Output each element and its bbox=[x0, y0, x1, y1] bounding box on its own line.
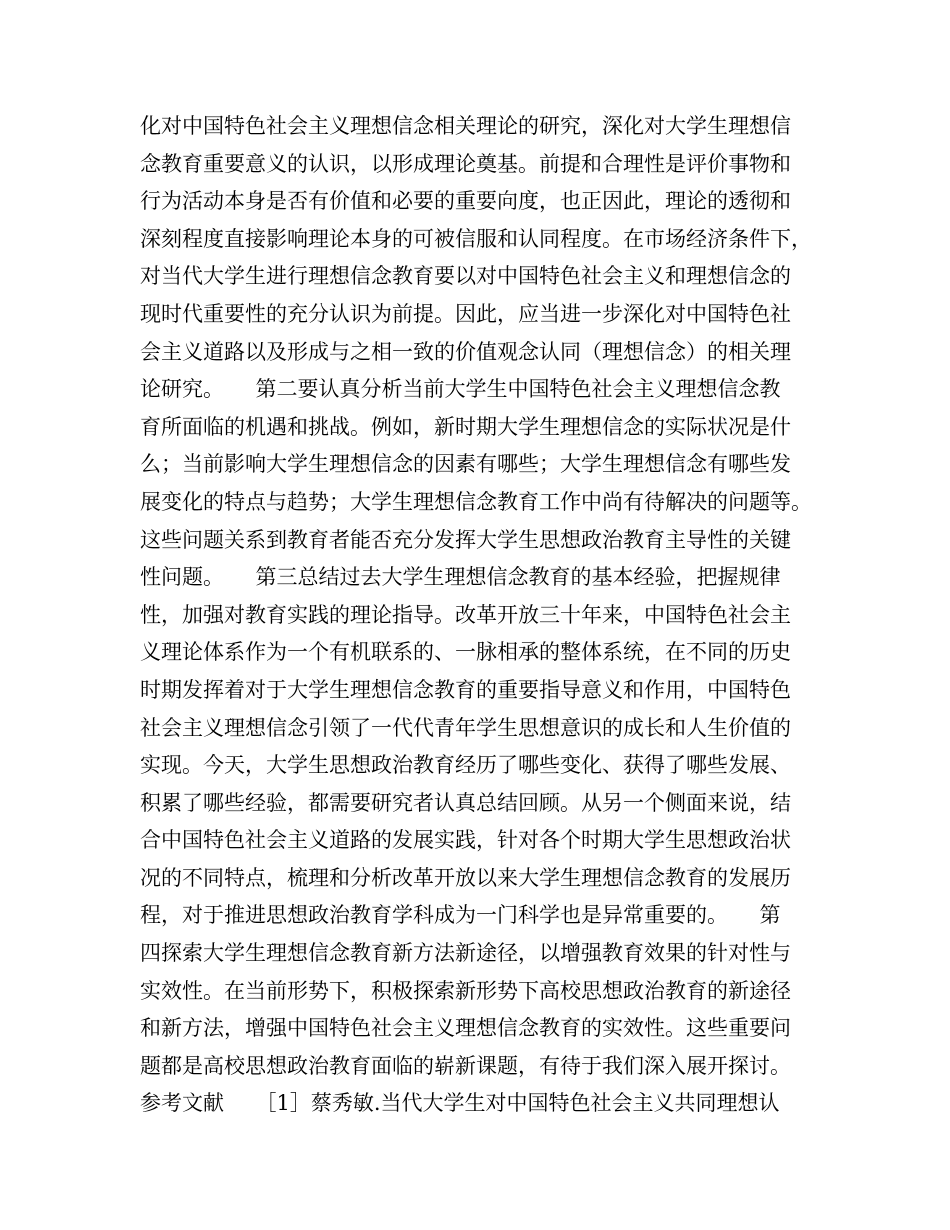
text-line: 念教育重要意义的认识，以形成理论奠基。前提和合理性是评价事物和 bbox=[140, 151, 791, 176]
text-line: 么；当前影响大学生理想信念的因素有哪些；大学生理想信念有哪些发 bbox=[140, 452, 791, 477]
text-line: 论研究。 第二要认真分析当前大学生中国特色社会主义理想信念教 bbox=[140, 377, 781, 402]
text-line: 参考文献 ［1］蔡秀敏.当代大学生对中国特色社会主义共同理想认 bbox=[140, 1091, 780, 1116]
text-line: 程，对于推进思想政治教育学科成为一门科学也是异常重要的。 第 bbox=[140, 903, 781, 928]
text-line: 性问题。 第三总结过去大学生理想信念教育的基本经验，把握规律 bbox=[140, 565, 781, 590]
text-line: 会主义道路以及形成与之相一致的价值观念认同（理想信念）的相关理 bbox=[140, 339, 791, 364]
text-line: 育所面临的机遇和挑战。例如，新时期大学生理想信念的实际状况是什 bbox=[140, 414, 791, 439]
text-line: 积累了哪些经验，都需要研究者认真总结回顾。从另一个侧面来说，结 bbox=[140, 790, 791, 815]
text-line: 合中国特色社会主义道路的发展实践，针对各个时期大学生思想政治状 bbox=[140, 828, 791, 853]
text-line: 化对中国特色社会主义理想信念相关理论的研究，深化对大学生理想信 bbox=[140, 114, 791, 138]
text-line: 四探索大学生理想信念教育新方法新途径，以增强教育效果的针对性与 bbox=[140, 941, 791, 966]
text-line: 社会主义理想信念引领了一代代青年学生思想意识的成长和人生价值的 bbox=[140, 715, 791, 740]
text-line: 性，加强对教育实践的理论指导。改革开放三十年来，中国特色社会主 bbox=[140, 602, 791, 627]
text-line: 行为活动本身是否有价值和必要的重要向度，也正因此，理论的透彻和 bbox=[140, 189, 791, 214]
text-line: 深刻程度直接影响理论本身的可被信服和认同程度。在市场经济条件下， bbox=[140, 226, 812, 251]
text-line: 义理论体系作为一个有机联系的、一脉相承的整体系统，在不同的历史 bbox=[140, 640, 791, 665]
text-line: 实效性。在当前形势下，积极探索新形势下高校思想政治教育的新途径 bbox=[140, 978, 791, 1003]
text-line: 对当代大学生进行理想信念教育要以对中国特色社会主义和理想信念的 bbox=[140, 264, 791, 289]
text-line: 实现。今天，大学生思想政治教育经历了哪些变化、获得了哪些发展、 bbox=[140, 753, 791, 778]
text-line: 题都是高校思想政治教育面临的崭新课题，有待于我们深入展开探讨。 bbox=[140, 1053, 791, 1078]
body-text bbox=[140, 108, 820, 1123]
text-line: 现时代重要性的充分认识为前提。因此，应当进一步深化对中国特色社 bbox=[140, 301, 791, 326]
text-line: 这些问题关系到教育者能否充分发挥大学生思想政治教育主导性的关键 bbox=[140, 527, 791, 552]
text-line: 时期发挥着对于大学生理想信念教育的重要指导意义和作用，中国特色 bbox=[140, 677, 791, 702]
text-line: 展变化的特点与趋势；大学生理想信念教育工作中尚有待解决的问题等。 bbox=[140, 489, 812, 514]
text-line: 和新方法，增强中国特色社会主义理想信念教育的实效性。这些重要问 bbox=[140, 1016, 791, 1041]
text-line: 况的不同特点，梳理和分析改革开放以来大学生理想信念教育的发展历 bbox=[140, 865, 791, 890]
